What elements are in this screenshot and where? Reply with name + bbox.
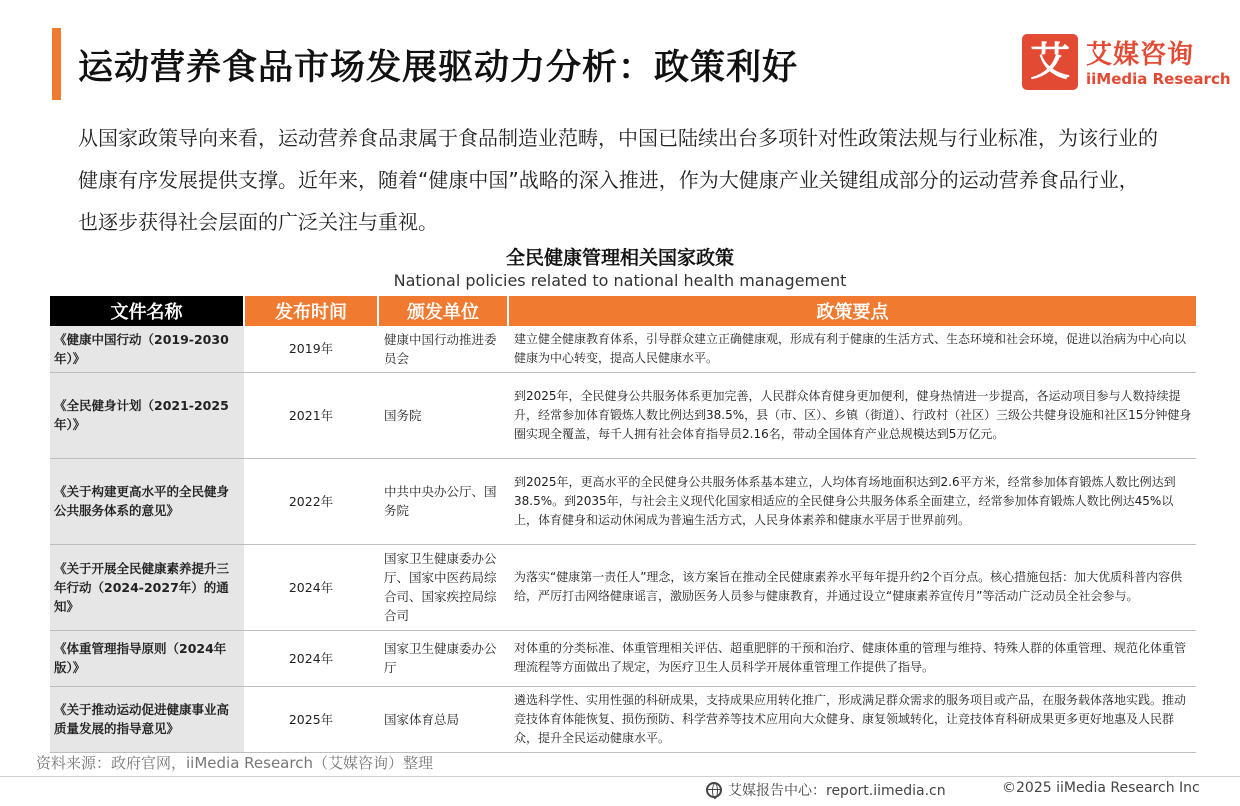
footer-copyright: ©2025 iiMedia Research Inc [1002,780,1200,796]
policy-agency: 国家卫生健康委办公厅、国家中医药局综合司、国家疾控局综合司 [378,544,508,630]
policy-agency: 国家体育总局 [378,686,508,752]
footer-report-center[interactable] [706,780,946,800]
policy-name: 《健康中国行动（2019-2030年）》 [50,326,244,372]
policy-table [50,296,1196,753]
report-center-link[interactable]: 艾媒报告中心：report.iimedia.cn [728,783,946,799]
policy-date: 2021年 [244,372,378,458]
table-row [50,372,1196,458]
policy-agency: 健康中国行动推进委员会 [378,326,508,372]
policy-date: 2019年 [244,326,378,372]
policy-name: 《全民健身计划（2021-2025年）》 [50,372,244,458]
header-document-name: 文件名称 [50,296,244,326]
header-issuing-agency: 颁发单位 [378,296,508,326]
policy-points: 遴选科学性、实用性强的科研成果，支持成果应用转化推广，形成满足群众需求的服务项目或产品，在服务载体落地实践。推动竞技体育体能恢复、损伤预防、科学营养等技术应用向大众健身、康复领域转化，让竞技体育科研成果更多更好地惠及人民群众，提升全民运动健康水平。 [508,686,1196,752]
policy-agency: 国务院 [378,372,508,458]
table-subtitle: National policies related to national health management [393,271,847,290]
data-source-note: 资料来源：政府官网，iiMedia Research（艾媒咨询）整理 [36,754,433,772]
policy-date: 2024年 [244,630,378,686]
footer-divider [0,776,1240,777]
globe-icon [706,782,722,798]
policy-name: 《关于开展全民健康素养提升三年行动（2024-2027年）的通知》 [50,544,244,630]
logo-name-cn: 艾媒咨询 [1086,40,1195,70]
intro-paragraph: 从国家政策导向来看，运动营养食品隶属于食品制造业范畴，中国已陆续出台多项针对性政策法规与行业标准，为该行业的健康有序发展提供支撑。近年来，随着“健康中国”战略的深入推进，作为大健康产业关键组成部分的运动营养食品行业，也逐步获得社会层面的广泛关注与重视。 [78,126,1158,234]
logo-name-en: iiMedia Research [1086,70,1231,88]
policy-date: 2024年 [244,544,378,630]
table-header-row [50,296,1196,326]
table-row [50,458,1196,544]
policy-date: 2025年 [244,686,378,752]
policy-agency: 中共中央办公厅、国务院 [378,458,508,544]
logo-mark-icon: 艾 [1022,34,1078,90]
policy-name: 《关于构建更高水平的全民健身公共服务体系的意见》 [50,458,244,544]
title-accent-bar [52,28,61,100]
policy-name: 《关于推动运动促进健康事业高质量发展的指导意见》 [50,686,244,752]
page-title: 运动营养食品市场发展驱动力分析：政策利好 [78,48,799,88]
policy-name: 《体重管理指导原则（2024年版）》 [50,630,244,686]
table-title: 全民健康管理相关国家政策 [505,247,734,269]
policy-date: 2022年 [244,458,378,544]
iimedia-logo [1022,34,1231,92]
policy-points: 对体重的分类标准、体重管理相关评估、超重肥胖的干预和治疗、健康体重的管理与维持、特殊人群的体重管理、规范化体重管理流程等方面做出了规定，为医疗卫生人员科学开展体重管理工作提供了指导。 [508,630,1196,686]
policy-points: 建立健全健康教育体系，引导群众建立正确健康观，形成有利于健康的生活方式、生态环境和社会环境，促进以治病为中心向以健康为中心转变，提高人民健康水平。 [508,326,1196,372]
table-row [50,544,1196,630]
policy-agency: 国家卫生健康委办公厅 [378,630,508,686]
table-row [50,326,1196,372]
policy-points: 为落实“健康第一责任人”理念，该方案旨在推动全民健康素养水平每年提升约2个百分点。核心措施包括：加大优质科普内容供给，严厉打击网络健康谣言，激励医务人员参与健康教育，并通过设立“健康素养宣传月”等活动广泛动员全社会参与。 [508,544,1196,630]
header-policy-points: 政策要点 [508,296,1196,326]
header-release-date: 发布时间 [244,296,378,326]
policy-points: 到2025年，更高水平的全民健身公共服务体系基本建立，人均体育场地面积达到2.6平方米，经常参加体育锻炼人数比例达到38.5%。到2035年，与社会主义现代化国家相适应的全民健身公共服务体系全面建立，经常参加体育锻炼人数比例达45%以上，体育健身和运动休闲成为普遍生活方式，人民身体素养和健康水平居于世界前列。 [508,458,1196,544]
table-row [50,630,1196,686]
table-row [50,686,1196,752]
policy-points: 到2025年，全民健身公共服务体系更加完善，人民群众体育健身更加便利，健身热情进一步提高，各运动项目参与人数持续提升，经常参加体育锻炼人数比例达到38.5%，县（市、区）、乡镇（街道）、行政村（社区）三级公共健身设施和社区15分钟健身圈实现全覆盖，每千人拥有社会体育指导员2.16名，带动全国体育产业总规模达到5万亿元。 [508,372,1196,458]
